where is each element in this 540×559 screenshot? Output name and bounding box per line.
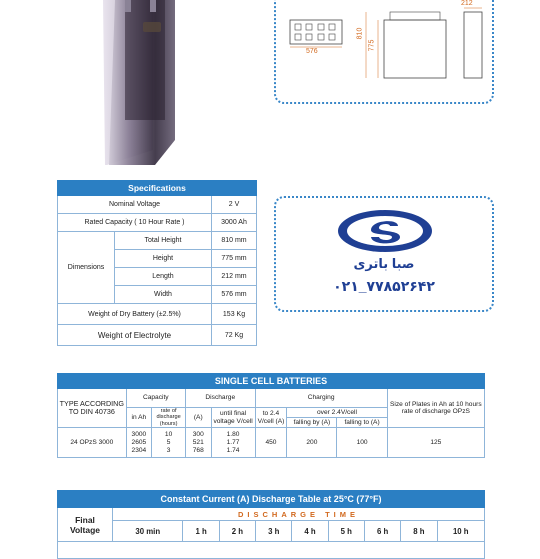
brand-logo-panel [274,196,494,312]
falling-by-value: 200 [287,428,337,458]
falling-to-header: falling to (A) [337,418,387,428]
plates-value: 125 [387,428,484,458]
capacity-values: 3000 2605 2304 [126,428,152,458]
final-voltage-header: Final Voltage [58,508,113,542]
hour-header: 5 h [328,521,364,542]
hour-header: 6 h [364,521,400,542]
hour-header: 1 h [183,521,219,542]
until-final-voltage-header: until final voltage V/cell [211,408,255,428]
discharge-time-header: DISCHARGE TIME [113,508,485,521]
width-label: Width [115,286,212,304]
width-value: 576 mm [212,286,257,304]
case-height-dimension-label: 775 [368,39,376,52]
falling-by-header: falling by (A) [287,418,337,428]
hour-header: 2 h [219,521,255,542]
capacity-header: Capacity [126,389,185,408]
total-height-label: Total Height [115,232,212,250]
discharge-amp-header: (A) [185,408,211,428]
dimensions-label: Dimensions [58,232,115,304]
falling-to-value: 100 [337,428,387,458]
battery-image [95,0,175,168]
hour-header: 10 h [437,521,484,542]
discharge-table [57,490,485,559]
height-value: 775 mm [212,250,257,268]
height-label: Height [115,250,212,268]
charging-header: Charging [255,389,387,408]
hour-header: 3 h [256,521,292,542]
specifications-title: Specifications [58,181,257,196]
length-value: 212 mm [212,268,257,286]
nominal-voltage-value: 2 V [212,196,257,214]
brand-logo-icon [336,208,434,254]
discharge-header: Discharge [185,389,255,408]
hour-header: 4 h [292,521,328,542]
dimension-drawing-panel [274,0,494,104]
side-width-dimension-label: 212 [461,0,473,7]
type-header: TYPE ACCORDING TO DIN 40736 [58,389,127,428]
nominal-voltage-label: Nominal Voltage [58,196,212,214]
discharge-amp-values: 300 521 768 [185,428,211,458]
rated-capacity-label: Rated Capacity ( 10 Hour Rate ) [58,214,212,232]
table-row [58,542,485,559]
specifications-table [57,180,257,346]
hour-header: 8 h [401,521,437,542]
rate-values: 10 5 3 [152,428,186,458]
dry-weight-label: Weight of Dry Battery (±2.5%) [58,304,212,325]
single-cell-table [57,373,485,458]
over-24-header: over 2.4V/cell [287,408,387,418]
to-24-header: to 2.4 V/cell (A) [255,408,287,428]
battery-type-value: 24 OPzS 3000 [58,428,127,458]
length-label: Length [115,268,212,286]
electrolyte-weight-label: Weight of Electrolyte [58,325,212,346]
plates-header: Size of Plates in Ah at 10 hours rate of discharge OPzS [387,389,484,428]
final-voltage-values: 1.80 1.77 1.74 [211,428,255,458]
discharge-table-title: Constant Current (A) Discharge Table at 25°C (77°F) [58,491,485,508]
hour-header: 30 min [113,521,183,542]
total-height-value: 810 mm [212,232,257,250]
electrolyte-weight-value: 72 Kg [212,325,257,346]
rate-of-discharge-header: rate of discharge (hours) [152,408,186,428]
single-cell-title: SINGLE CELL BATTERIES [58,374,485,389]
to-24-value: 450 [255,428,287,458]
brand-name: صبا باتری [353,256,415,271]
in-ah-header: in Ah [126,408,152,428]
total-height-dimension-label: 810 [356,27,364,40]
dry-weight-value: 153 Kg [212,304,257,325]
phone-number: ۰۲۱_۷۷۸۵۲۶۴۲ [333,278,435,294]
rated-capacity-value: 3000 Ah [212,214,257,232]
width-dimension-label: 576 [306,48,318,55]
